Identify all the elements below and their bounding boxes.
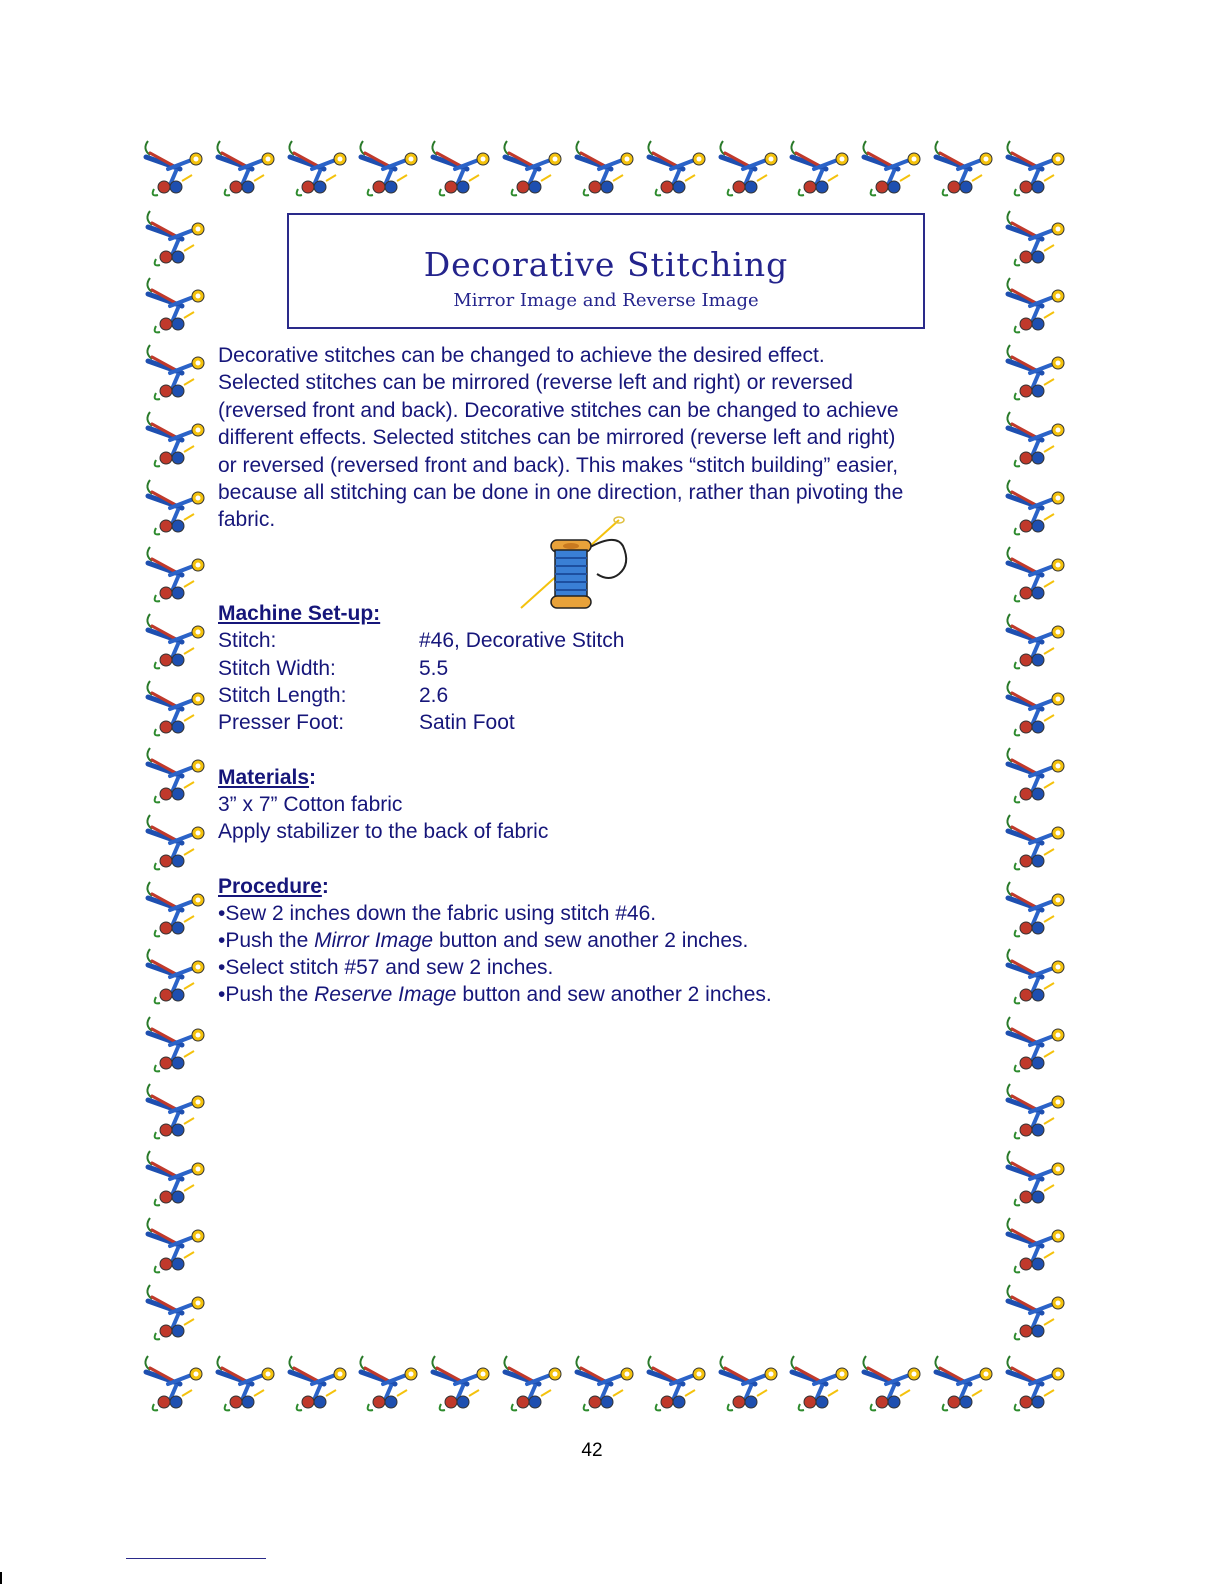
setup-heading: Machine Set-up: <box>218 602 381 625</box>
scissors-thread-icon <box>284 1350 352 1416</box>
scissors-thread-icon <box>1002 406 1070 472</box>
materials-item: Apply stabilizer to the back of fabric <box>218 820 549 843</box>
step-emphasis: Mirror Image <box>314 929 434 952</box>
scissors-thread-icon <box>142 339 210 405</box>
setup-label: Stitch: <box>218 629 277 652</box>
scissors-thread-icon <box>142 608 210 674</box>
scissors-thread-icon <box>1002 1011 1070 1077</box>
border-bottom <box>140 1350 1070 1428</box>
scissors-thread-icon <box>1002 541 1070 607</box>
scissors-thread-icon <box>142 541 210 607</box>
scissors-thread-icon <box>142 809 210 875</box>
border-left <box>142 205 222 1345</box>
intro-line: Selected stitches can be mirrored (reverse left and right) or reversed <box>218 371 853 395</box>
intro-line: Decorative stitches can be changed to achieve the desired effect. <box>218 344 825 367</box>
scissors-thread-icon <box>142 742 210 808</box>
scissors-thread-icon <box>140 135 208 201</box>
scissors-thread-icon <box>355 1350 423 1416</box>
scissors-thread-icon <box>499 135 567 201</box>
setup-label: Stitch Length: <box>218 684 347 707</box>
scan-mark <box>0 1572 2 1584</box>
scissors-thread-icon <box>1002 608 1070 674</box>
scissors-thread-icon <box>142 474 210 540</box>
scissors-thread-icon <box>142 205 210 271</box>
intro-line: different effects. Selected stitches can be mirrored (reverse left and right) <box>218 426 896 450</box>
divider <box>126 1558 266 1559</box>
scissors-thread-icon <box>1002 1078 1070 1144</box>
procedure-step <box>218 929 748 953</box>
scissors-thread-icon <box>786 135 854 201</box>
scissors-thread-icon <box>142 675 210 741</box>
intro-line: or reversed (reversed front and back). This makes “stitch building” easier, <box>218 453 899 477</box>
scissors-thread-icon <box>1002 135 1070 201</box>
scissors-thread-icon <box>1002 1279 1070 1345</box>
scissors-thread-icon <box>1002 272 1070 338</box>
scissors-thread-icon <box>1002 742 1070 808</box>
page-number: 42 <box>581 1440 603 1461</box>
step-text: Sew 2 inches down the fabric using stitch #46. <box>225 902 657 925</box>
step-text: Push the <box>225 983 315 1006</box>
scissors-thread-icon <box>643 1350 711 1416</box>
scissors-thread-icon <box>212 1350 280 1416</box>
scissors-thread-icon <box>1002 675 1070 741</box>
scissors-thread-icon <box>284 135 352 201</box>
setup-value: #46, Decorative Stitch <box>419 629 625 652</box>
setup-row <box>218 684 449 708</box>
scissors-thread-icon <box>1002 205 1070 271</box>
page-title: Decorative Stitching <box>423 245 789 284</box>
procedure-heading-line <box>218 875 329 899</box>
step-text: Select stitch #57 and sew 2 inches. <box>225 956 554 979</box>
scissors-thread-icon <box>140 1350 208 1416</box>
border-top <box>140 135 1070 213</box>
scissors-thread-icon <box>1002 474 1070 540</box>
scissors-thread-icon <box>355 135 423 201</box>
title-box <box>287 213 925 329</box>
setup-value: 5.5 <box>419 657 449 680</box>
procedure-heading: Procedure <box>218 875 322 898</box>
scissors-thread-icon <box>1002 1350 1070 1416</box>
thread-spool-icon <box>515 512 640 612</box>
setup-label: Presser Foot: <box>218 711 345 734</box>
scissors-thread-icon <box>1002 876 1070 942</box>
scissors-thread-icon <box>142 1279 210 1345</box>
scissors-thread-icon <box>786 1350 854 1416</box>
intro-line: because all stitching can be done in one direction, rather than pivoting the <box>218 481 904 505</box>
setup-row <box>218 711 515 735</box>
scissors-thread-icon <box>142 272 210 338</box>
setup-value: 2.6 <box>419 684 449 707</box>
step-emphasis: Reserve Image <box>314 983 457 1006</box>
intro-line: fabric. <box>218 508 276 532</box>
scissors-thread-icon <box>858 1350 926 1416</box>
setup-label: Stitch Width: <box>218 657 336 680</box>
scissors-thread-icon <box>715 1350 783 1416</box>
scissors-thread-icon <box>1002 1145 1070 1211</box>
scissors-thread-icon <box>930 1350 998 1416</box>
scissors-thread-icon <box>142 406 210 472</box>
scissors-thread-icon <box>1002 1212 1070 1278</box>
scissors-thread-icon <box>142 1011 210 1077</box>
bullet-icon: • <box>218 956 226 979</box>
setup-row <box>218 629 625 653</box>
scissors-thread-icon <box>571 1350 639 1416</box>
materials-heading: Materials <box>218 766 310 789</box>
scissors-thread-icon <box>858 135 926 201</box>
setup-row <box>218 657 449 681</box>
step-text: Push the <box>225 929 315 952</box>
border-right <box>1002 205 1082 1345</box>
scissors-thread-icon <box>142 943 210 1009</box>
setup-value: Satin Foot <box>419 711 515 734</box>
bullet-icon: • <box>218 902 226 925</box>
scissors-thread-icon <box>142 1212 210 1278</box>
scissors-thread-icon <box>142 876 210 942</box>
bullet-icon: • <box>218 929 226 952</box>
procedure-colon: : <box>321 875 329 898</box>
procedure-step <box>218 902 656 926</box>
scissors-thread-icon <box>142 1145 210 1211</box>
materials-colon: : <box>309 766 317 789</box>
scissors-thread-icon <box>427 1350 495 1416</box>
page-subtitle: Mirror Image and Reverse Image <box>453 290 759 311</box>
scissors-thread-icon <box>427 135 495 201</box>
scissors-thread-icon <box>1002 943 1070 1009</box>
step-text: button and sew another 2 inches. <box>456 983 772 1006</box>
intro-line: (reversed front and back). Decorative stitches can be changed to achieve <box>218 398 899 422</box>
procedure-step <box>218 983 772 1007</box>
scissors-thread-icon <box>1002 809 1070 875</box>
scissors-thread-icon <box>571 135 639 201</box>
procedure-step <box>218 956 553 980</box>
intro-paragraph <box>218 342 998 534</box>
scissors-thread-icon <box>142 1078 210 1144</box>
scissors-thread-icon <box>1002 339 1070 405</box>
scissors-thread-icon <box>212 135 280 201</box>
materials-item: 3” x 7” Cotton fabric <box>218 793 403 816</box>
scissors-thread-icon <box>930 135 998 201</box>
materials-heading-line <box>218 766 316 790</box>
scissors-thread-icon <box>643 135 711 201</box>
step-text: button and sew another 2 inches. <box>433 929 749 952</box>
scissors-thread-icon <box>715 135 783 201</box>
scissors-thread-icon <box>499 1350 567 1416</box>
bullet-icon: • <box>218 983 226 1006</box>
